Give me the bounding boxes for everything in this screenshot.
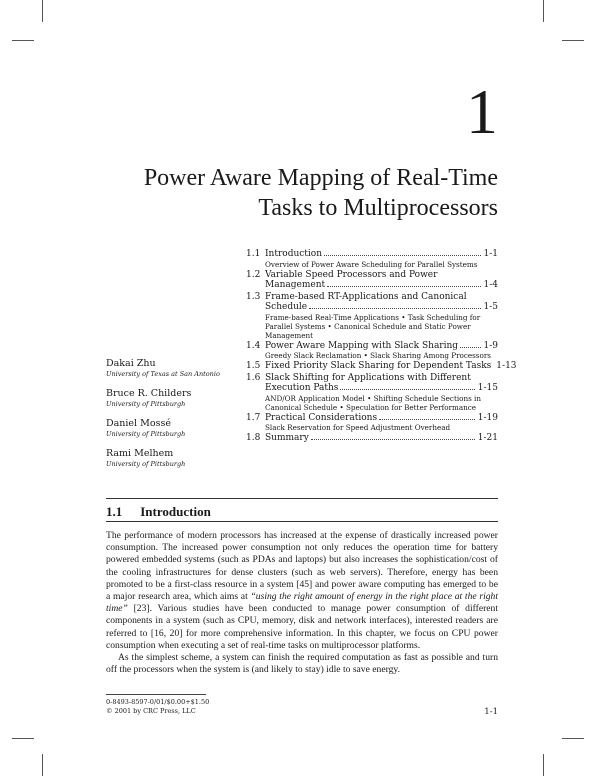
footer-rule: [106, 694, 206, 695]
toc-entry[interactable]: [246, 341, 498, 361]
toc-title: Introduction: [265, 249, 322, 259]
author-affiliation: University of Pittsburgh: [106, 400, 186, 408]
author: [106, 358, 246, 379]
toc-number: 1.7: [246, 412, 261, 423]
crop-mark: [42, 0, 43, 22]
toc-title-continued: Execution Paths: [265, 383, 339, 393]
body-text: [106, 530, 498, 676]
toc-leader-dots: [340, 389, 474, 390]
paragraph: As the simplest scheme, a system can finish the required computation as fast as possible and turn off the processors when the system is (and likely to stay) idle to save energy.: [106, 652, 498, 676]
crop-mark: [543, 754, 544, 776]
section-rule-top: [106, 498, 498, 499]
chapter-title-line-1: Power Aware Mapping of Real-Time: [143, 165, 498, 191]
chapter-number: 1: [466, 76, 498, 147]
toc-title: Slack Shifting for Applications with Different: [265, 372, 471, 383]
toc-number: 1.8: [246, 433, 261, 443]
toc-number: 1.6: [246, 372, 261, 383]
toc-leader-dots: [460, 347, 480, 348]
toc-title: Practical Considerations: [265, 412, 378, 423]
toc-title: Variable Speed Processors and Power: [265, 269, 438, 280]
toc-subsections: AND/OR Application Model • Shifting Schedule Sections in Canonical Schedule • Speculation for Better Performance: [265, 393, 481, 412]
toc-leader-dots: [379, 419, 475, 420]
author-affiliation: University of Pittsburgh: [106, 430, 186, 438]
toc-page: 1-5: [483, 302, 498, 312]
toc-page: 1-9: [483, 340, 498, 351]
section-heading: [106, 504, 211, 520]
author: [106, 448, 246, 469]
author-list: [106, 358, 246, 478]
toc-title-continued: Schedule: [265, 302, 308, 312]
author: [106, 388, 246, 409]
toc-leader-dots: [309, 308, 480, 309]
quote: “using the right amount of energy in the right place at the right time”: [106, 591, 498, 615]
author-affiliation: University of Texas at San Antonio: [106, 370, 220, 378]
toc-leader-dots: [327, 286, 480, 287]
toc-page: 1-4: [483, 280, 498, 290]
toc-entry[interactable]: [246, 292, 498, 340]
crop-mark: [12, 40, 34, 41]
crop-mark: [562, 40, 584, 41]
paragraph: The performance of modern processors has increased at the expense of drastically increased power consumption. The increased power consumption not only reduces the operation time for battery powered embedded systems (such as PDAs and laptops) but also increases the sophistication/cost of the cooling infrastructures for dense clusters (such as web servers). Therefore, energy has been promoted to be a first-class resource in a system [45] and power aware computing has emerged to be a major research area, which aims at “using the right amount of energy in the right place at the right time” [23]. Various studies have been conducted to manage power consumption of different components in a system (such as CPU, memory, disk and network interfaces), interested readers are referred to [16, 20] for more comprehensive information. In this chapter, we focus on CPU power consumption when executing a set of real-time tasks on multiprocessor platforms.: [106, 530, 499, 651]
crop-mark: [543, 0, 544, 22]
toc-leader-dots: [311, 439, 475, 440]
toc-number: 1.3: [246, 291, 261, 302]
toc-entry[interactable]: [246, 249, 498, 269]
crop-mark: [42, 754, 43, 776]
toc-entry[interactable]: [246, 413, 498, 433]
toc-page: 1-1: [483, 249, 498, 259]
toc-title: Fixed Priority Slack Sharing for Dependent Tasks: [265, 361, 492, 371]
toc-subsections: Greedy Slack Reclamation • Slack Sharing Among Processors: [265, 351, 491, 360]
toc-page: 1-15: [477, 383, 498, 393]
toc-leader-dots: [324, 255, 481, 256]
toc-page: 1-21: [477, 433, 498, 443]
crop-mark: [562, 738, 584, 739]
toc-title: Summary: [265, 433, 309, 443]
table-of-contents: [246, 249, 517, 445]
isbn-line: 0-8493-8597-0/01/$0.00+$1.50: [106, 698, 210, 706]
copyright-line: © 2001 by CRC Press, LLC: [106, 707, 196, 715]
toc-entry[interactable]: [246, 361, 517, 372]
toc-number: 1.2: [246, 269, 261, 280]
author-name: Bruce R. Childers: [106, 388, 192, 399]
toc-subsections: Overview of Power Aware Scheduling for Parallel Systems: [265, 259, 478, 269]
toc-title: Frame-based RT-Applications and Canonical: [265, 291, 467, 302]
section-rule-bottom: [106, 521, 498, 522]
toc-page: 1-13: [496, 361, 517, 371]
author-name: Rami Melhem: [106, 448, 174, 459]
toc-number: 1.4: [246, 340, 261, 351]
author-name: Dakai Zhu: [106, 358, 156, 369]
author-name: Daniel Mossé: [106, 418, 171, 429]
footer-info: [106, 698, 209, 716]
toc-subsections: Slack Reservation for Speed Adjustment Overhead: [265, 423, 451, 432]
author-affiliation: University of Pittsburgh: [106, 460, 186, 468]
toc-page: 1-19: [477, 412, 498, 423]
toc-entry[interactable]: [246, 270, 498, 291]
toc-subsections: Frame-based Real-Time Applications • Task Scheduling for Parallel Systems • Canonical Schedule and Static Power Management: [265, 312, 481, 340]
toc-number: 1.1: [246, 249, 261, 259]
section-title: Introduction: [140, 504, 211, 519]
toc-number: 1.5: [246, 361, 261, 371]
section-number: 1.1: [106, 504, 123, 519]
crop-mark: [12, 738, 34, 739]
page-number: 1-1: [484, 707, 498, 717]
toc-title-continued: Management: [265, 280, 326, 290]
chapter-title: [144, 163, 498, 223]
toc-entry[interactable]: [246, 433, 498, 444]
toc-title: Power Aware Mapping with Slack Sharing: [265, 340, 459, 351]
chapter-title-line-2: Tasks to Multiprocessors: [258, 195, 498, 221]
author: [106, 418, 246, 439]
toc-entry[interactable]: [246, 373, 498, 412]
